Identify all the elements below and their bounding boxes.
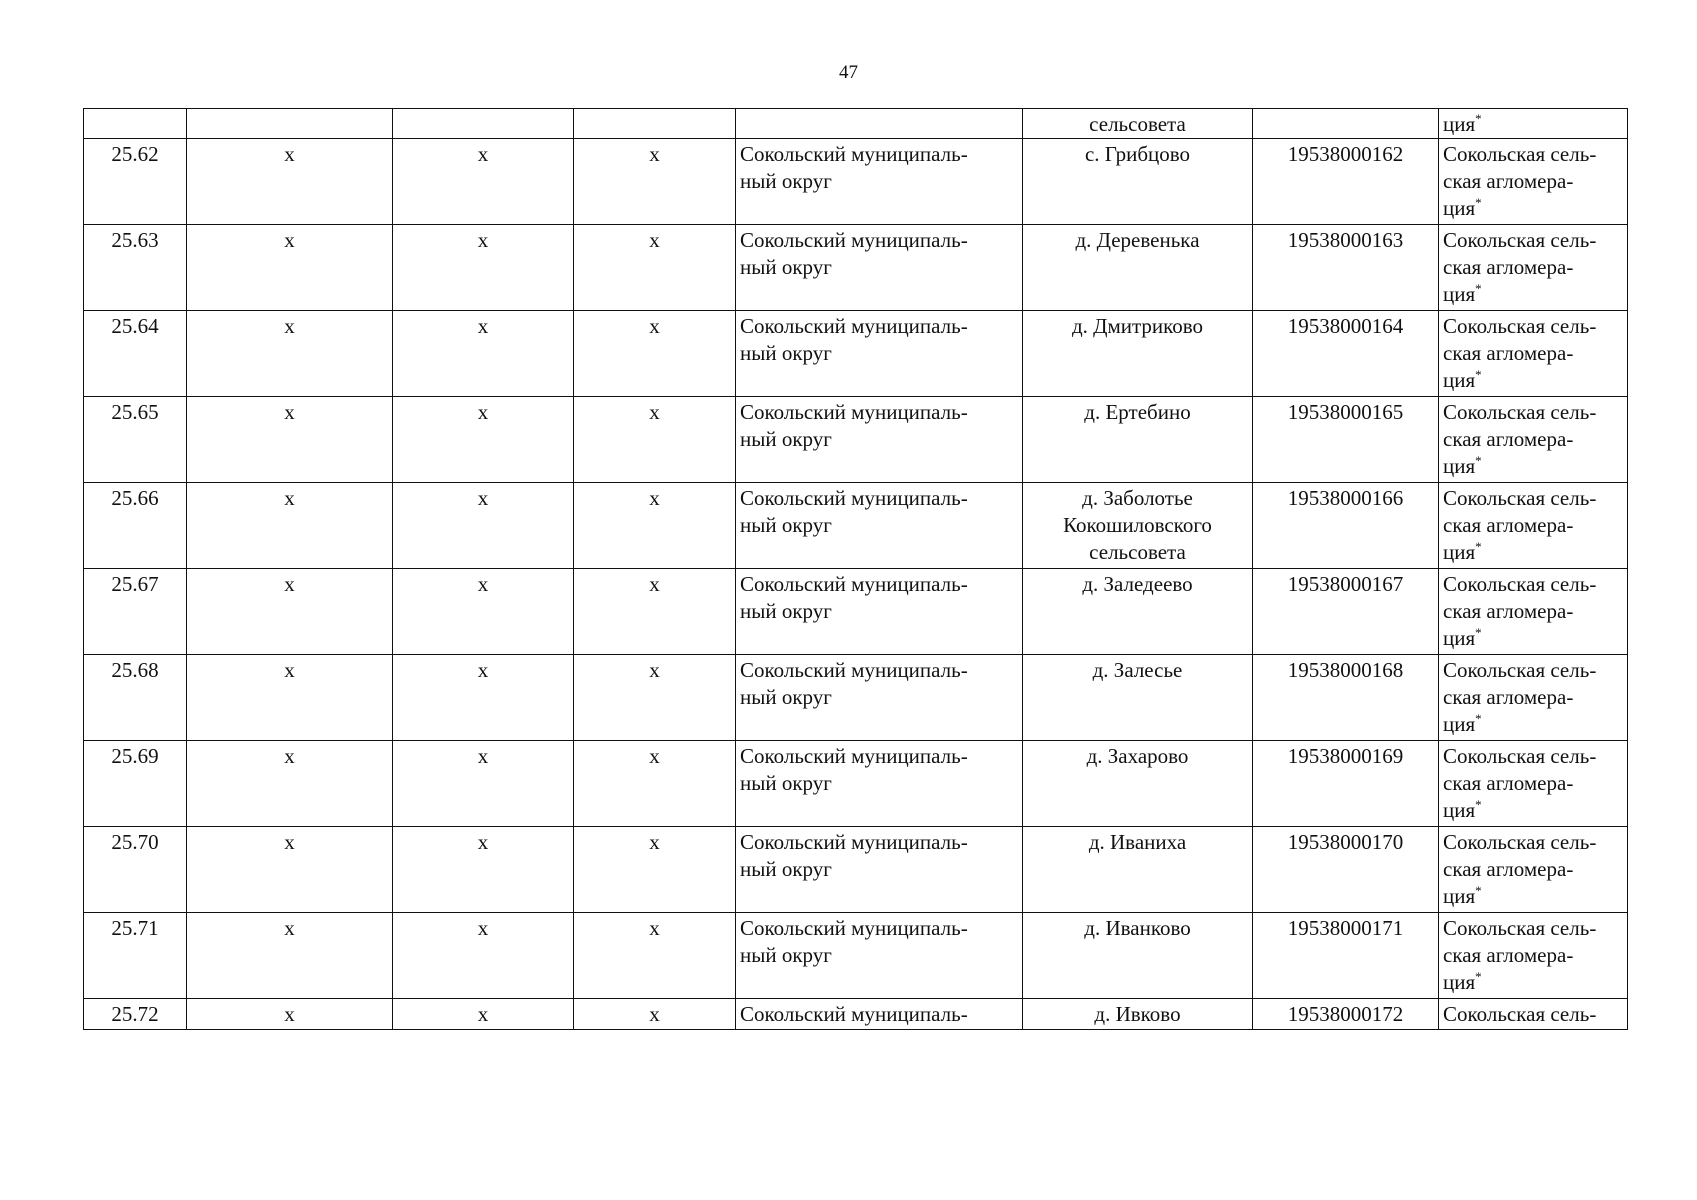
table-row: [84, 311, 1628, 397]
cell-locality: д. Заледеево: [1023, 569, 1253, 655]
cell-col4: х: [574, 569, 736, 655]
cell-code: 19538000165: [1253, 397, 1439, 483]
cell-locality: д. Захарово: [1023, 741, 1253, 827]
asterisk-mark: *: [1475, 195, 1482, 210]
asterisk-mark: *: [1475, 883, 1482, 898]
cell-code: 19538000164: [1253, 311, 1439, 397]
cell-col3: х: [393, 913, 574, 999]
cell-district: Сокольский муниципаль- ный округ: [736, 225, 1023, 311]
cell-locality: д. Залесье: [1023, 655, 1253, 741]
agglomeration-text: Сокольская сель- ская агломера- ция: [1443, 314, 1597, 392]
agglomeration-text: Сокольская сель- ская агломера- ция: [1443, 658, 1597, 736]
cell-col4: х: [574, 741, 736, 827]
cell-col3: х: [393, 139, 574, 225]
table-row: [84, 225, 1628, 311]
cell-locality: д. Деревенька: [1023, 225, 1253, 311]
agglomeration-text: Сокольская сель- ская агломера- ция: [1443, 830, 1597, 908]
table-row: [84, 139, 1628, 225]
cell-col4: х: [574, 827, 736, 913]
cell-col4: [574, 109, 736, 139]
cell-agglomeration: [1439, 913, 1628, 999]
table-row: [84, 569, 1628, 655]
cell-district: Сокольский муниципаль- ный округ: [736, 655, 1023, 741]
cell-agglomeration: Сокольская сель-: [1439, 999, 1628, 1030]
cell-locality: д. Ертебино: [1023, 397, 1253, 483]
cell-col3: х: [393, 655, 574, 741]
cell-district: Сокольский муниципаль- ный округ: [736, 397, 1023, 483]
cell-col2: х: [187, 569, 393, 655]
cell-district: Сокольский муниципаль- ный округ: [736, 741, 1023, 827]
table-row: [84, 397, 1628, 483]
cell-district: [736, 109, 1023, 139]
cell-code: 19538000163: [1253, 225, 1439, 311]
cell-agglomeration: [1439, 827, 1628, 913]
cell-col2: х: [187, 913, 393, 999]
asterisk-mark: *: [1475, 453, 1482, 468]
cell-agglomeration: [1439, 741, 1628, 827]
cell-code: 19538000169: [1253, 741, 1439, 827]
cell-num: 25.68: [84, 655, 187, 741]
cell-num: 25.72: [84, 999, 187, 1030]
cell-district: Сокольский муниципаль- ный округ: [736, 139, 1023, 225]
cell-locality: д. Ивково: [1023, 999, 1253, 1030]
cell-col4: х: [574, 913, 736, 999]
cell-agglomeration: [1439, 655, 1628, 741]
cell-agglomeration: [1439, 109, 1628, 139]
cell-code: 19538000166: [1253, 483, 1439, 569]
agglomeration-text: ция: [1443, 112, 1476, 136]
agglomeration-text: Сокольская сель- ская агломера- ция: [1443, 142, 1597, 220]
cell-col4: х: [574, 655, 736, 741]
cell-code: 19538000172: [1253, 999, 1439, 1030]
asterisk-mark: *: [1475, 111, 1482, 126]
cell-col2: х: [187, 483, 393, 569]
cell-locality: д. Иваниха: [1023, 827, 1253, 913]
cell-col3: х: [393, 311, 574, 397]
cell-col4: х: [574, 397, 736, 483]
cell-agglomeration: [1439, 139, 1628, 225]
cell-num: 25.69: [84, 741, 187, 827]
asterisk-mark: *: [1475, 281, 1482, 296]
cell-num: 25.70: [84, 827, 187, 913]
cell-locality: с. Грибцово: [1023, 139, 1253, 225]
agglomeration-text: Сокольская сель- ская агломера- ция: [1443, 916, 1597, 994]
cell-col4: х: [574, 311, 736, 397]
cell-code: 19538000170: [1253, 827, 1439, 913]
cell-col3: х: [393, 827, 574, 913]
cell-num: 25.63: [84, 225, 187, 311]
cell-district: Сокольский муниципаль- ный округ: [736, 311, 1023, 397]
table-row: [84, 655, 1628, 741]
cell-col3: х: [393, 483, 574, 569]
table-row: [84, 827, 1628, 913]
table-row-last: [84, 999, 1628, 1030]
cell-locality: д. Иванково: [1023, 913, 1253, 999]
table-row: [84, 913, 1628, 999]
cell-col3: [393, 109, 574, 139]
cell-col3: х: [393, 225, 574, 311]
cell-locality: д. Заболотье Кокошиловского сельсовета: [1023, 483, 1253, 569]
cell-agglomeration: [1439, 483, 1628, 569]
cell-locality: сельсовета: [1023, 109, 1253, 139]
cell-col2: х: [187, 999, 393, 1030]
cell-col2: х: [187, 311, 393, 397]
cell-num: 25.62: [84, 139, 187, 225]
cell-col2: х: [187, 655, 393, 741]
cell-agglomeration: [1439, 311, 1628, 397]
cell-col4: х: [574, 139, 736, 225]
table-row: [84, 741, 1628, 827]
cell-district: Сокольский муниципаль-: [736, 999, 1023, 1030]
settlements-table: [83, 108, 1628, 1030]
cell-code: 19538000168: [1253, 655, 1439, 741]
cell-num: 25.67: [84, 569, 187, 655]
cell-code: 19538000162: [1253, 139, 1439, 225]
cell-num: 25.71: [84, 913, 187, 999]
cell-num: 25.64: [84, 311, 187, 397]
cell-col2: х: [187, 741, 393, 827]
agglomeration-text: Сокольская сель- ская агломера- ция: [1443, 486, 1597, 564]
agglomeration-text: Сокольская сель- ская агломера- ция: [1443, 744, 1597, 822]
cell-district: Сокольский муниципаль- ный округ: [736, 569, 1023, 655]
table-row: [84, 483, 1628, 569]
page-number: 47: [839, 62, 858, 83]
cell-num: 25.65: [84, 397, 187, 483]
agglomeration-text: Сокольская сель- ская агломера- ция: [1443, 572, 1597, 650]
asterisk-mark: *: [1475, 969, 1482, 984]
cell-col2: х: [187, 397, 393, 483]
agglomeration-text: Сокольская сель- ская агломера- ция: [1443, 228, 1597, 306]
asterisk-mark: *: [1475, 797, 1482, 812]
cell-col3: х: [393, 397, 574, 483]
cell-agglomeration: [1439, 569, 1628, 655]
cell-district: Сокольский муниципаль- ный округ: [736, 913, 1023, 999]
cell-col2: х: [187, 827, 393, 913]
cell-agglomeration: [1439, 225, 1628, 311]
cell-district: Сокольский муниципаль- ный округ: [736, 483, 1023, 569]
cell-district: Сокольский муниципаль- ный округ: [736, 827, 1023, 913]
cell-col2: х: [187, 139, 393, 225]
cell-agglomeration: [1439, 397, 1628, 483]
cell-col2: х: [187, 225, 393, 311]
cell-code: [1253, 109, 1439, 139]
cell-col3: х: [393, 741, 574, 827]
cell-col3: х: [393, 569, 574, 655]
cell-col4: х: [574, 483, 736, 569]
asterisk-mark: *: [1475, 539, 1482, 554]
cell-col4: х: [574, 999, 736, 1030]
cell-num: 25.66: [84, 483, 187, 569]
cell-col2: [187, 109, 393, 139]
cell-locality: д. Дмитриково: [1023, 311, 1253, 397]
asterisk-mark: *: [1475, 625, 1482, 640]
continued-row: [84, 109, 1628, 139]
cell-num: [84, 109, 187, 139]
asterisk-mark: *: [1475, 367, 1482, 382]
cell-col3: х: [393, 999, 574, 1030]
cell-code: 19538000171: [1253, 913, 1439, 999]
cell-col4: х: [574, 225, 736, 311]
cell-code: 19538000167: [1253, 569, 1439, 655]
asterisk-mark: *: [1475, 711, 1482, 726]
agglomeration-text: Сокольская сель- ская агломера- ция: [1443, 400, 1597, 478]
